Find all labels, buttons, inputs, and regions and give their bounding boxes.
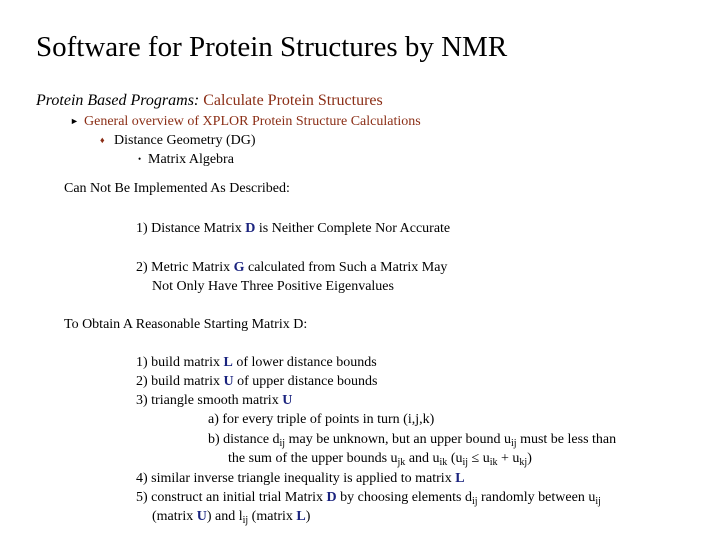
text: 5) construct an initial trial Matrix <box>136 490 327 505</box>
text: of lower distance bounds <box>232 355 377 370</box>
text: 2) build matrix <box>136 374 224 389</box>
diamond-bullet-icon: ♦ <box>100 135 105 145</box>
matrix-symbol: L <box>223 355 233 370</box>
text: calculated from Such a Matrix May <box>244 260 448 275</box>
text: is Neither Complete Nor Accurate <box>255 221 451 236</box>
matrix-symbol: U <box>282 393 293 408</box>
bullet-text: Distance Geometry (DG) <box>114 133 256 148</box>
subscript: ij <box>595 496 601 507</box>
matrix-symbol: L <box>296 509 306 524</box>
section1-item2 <box>136 259 447 276</box>
bullet-matrix-algebra <box>138 151 234 168</box>
matrix-symbol: D <box>245 221 256 236</box>
slide-title: Software for Protein Structures by NMR <box>36 31 508 63</box>
heading-prefix: Protein Based Programs: <box>36 92 200 109</box>
section2-heading: To Obtain A Reasonable Starting Matrix D: <box>64 317 308 332</box>
subscript: jk <box>397 457 406 468</box>
heading-rest: Calculate Protein Structures <box>199 92 383 109</box>
text: 2) Metric Matrix <box>136 260 234 275</box>
subscript: ik <box>439 457 448 468</box>
step4 <box>136 470 465 487</box>
text: (matrix <box>248 509 297 524</box>
text: b) distance d <box>208 432 280 447</box>
section1-heading: Can Not Be Implemented As Described: <box>64 181 290 196</box>
step3 <box>136 392 292 409</box>
text: by choosing elements d <box>336 490 472 505</box>
text: ) <box>305 509 311 524</box>
step3b <box>208 431 616 452</box>
text: ≤ u <box>468 451 490 466</box>
bullet-text: Matrix Algebra <box>148 152 234 167</box>
subscript: ij <box>462 457 469 468</box>
section1-item1 <box>136 220 450 237</box>
subscript: kj <box>519 457 528 468</box>
text: (u <box>447 451 463 466</box>
step1 <box>136 354 377 371</box>
text: (matrix <box>152 509 197 524</box>
subscript: ij <box>279 438 286 449</box>
matrix-symbol: D <box>326 490 337 505</box>
step2 <box>136 373 377 390</box>
text: may be unknown, but an upper bound u <box>285 432 512 447</box>
text: ) <box>527 451 532 466</box>
step3b-line2 <box>228 450 532 471</box>
bullet-text: General overview of XPLOR Protein Structure Calculations <box>84 114 421 129</box>
bullet-xplor <box>70 113 421 130</box>
dot-bullet-icon: • <box>138 154 142 164</box>
subscript: ij <box>471 496 478 507</box>
text: randomly between u <box>477 490 596 505</box>
step5-line2 <box>152 508 310 529</box>
slide-heading <box>36 91 383 110</box>
text: and u <box>405 451 440 466</box>
text: must be less than <box>516 432 617 447</box>
text: 1) build matrix <box>136 355 224 370</box>
matrix-symbol: U <box>196 509 207 524</box>
step5 <box>136 489 601 510</box>
subscript: ij <box>242 515 249 526</box>
step3a: a) for every triple of points in turn (i,j,k) <box>208 412 435 427</box>
matrix-symbol: L <box>455 471 465 486</box>
text: 3) triangle smooth matrix <box>136 393 283 408</box>
subscript: ik <box>489 457 498 468</box>
text: + u <box>497 451 520 466</box>
matrix-symbol: G <box>233 260 245 275</box>
bullet-dg <box>100 132 256 149</box>
text: 4) similar inverse triangle inequality is applied to matrix <box>136 471 456 486</box>
text: 1) Distance Matrix <box>136 221 246 236</box>
text: the sum of the upper bounds u <box>228 451 398 466</box>
triangle-bullet-icon: ► <box>70 116 79 126</box>
text: ) and l <box>206 509 243 524</box>
matrix-symbol: U <box>223 374 234 389</box>
subscript: ij <box>511 438 517 449</box>
text: of upper distance bounds <box>233 374 378 389</box>
section1-item2-line2: Not Only Have Three Positive Eigenvalues <box>152 279 394 294</box>
